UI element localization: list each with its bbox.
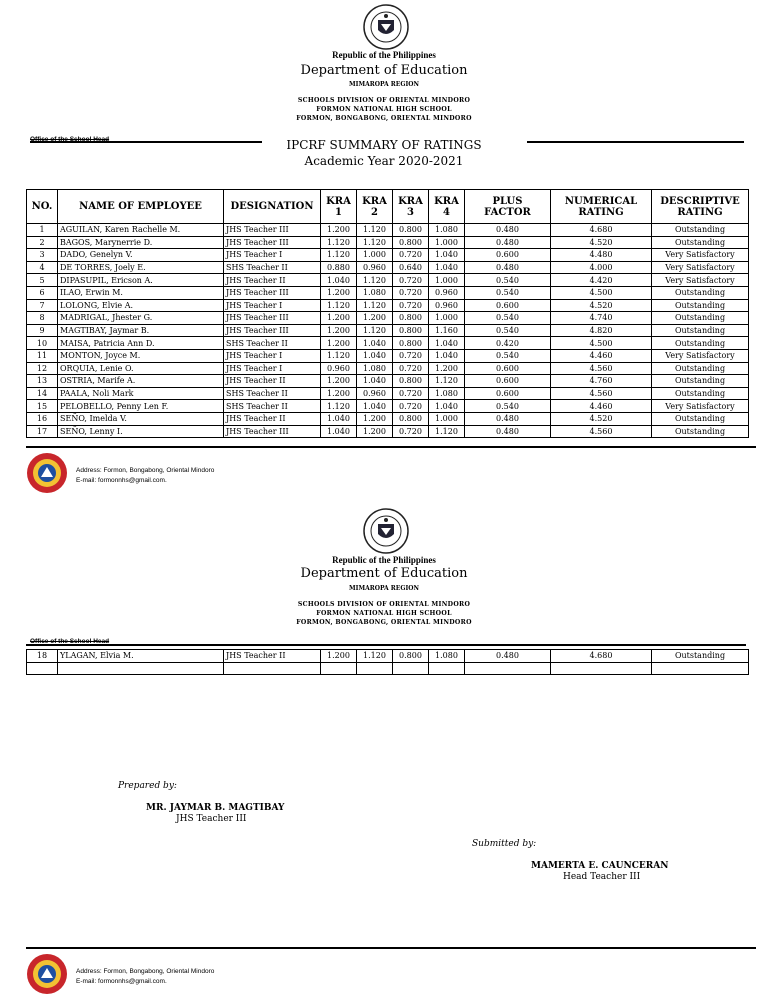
cell-kra1 bbox=[321, 662, 357, 675]
cell-kra2: 1.200 bbox=[357, 425, 393, 438]
cell-kra4: 1.040 bbox=[429, 349, 465, 362]
cell-kra1: 1.200 bbox=[321, 312, 357, 325]
cell-numerical-rating: 4.680 bbox=[551, 650, 652, 663]
republic-text: Republic of the Philippines bbox=[332, 50, 436, 60]
cell-name: YLAGAN, Elvia M. bbox=[58, 650, 224, 663]
cell-kra4: 1.040 bbox=[429, 337, 465, 350]
prepared-by-title: JHS Teacher III bbox=[176, 814, 247, 824]
cell-kra4: 1.080 bbox=[429, 387, 465, 400]
footer-address: Address: Formon, Bongabong, Oriental Mindoro bbox=[76, 968, 215, 975]
cell-plus-factor: 0.480 bbox=[465, 425, 551, 438]
header-descriptive-rating: DESCRIPTIVE RATING bbox=[652, 190, 749, 224]
cell-no: 3 bbox=[27, 249, 58, 262]
cell-plus-factor: 0.480 bbox=[465, 224, 551, 237]
cell-designation bbox=[224, 662, 321, 675]
cell-kra4: 1.000 bbox=[429, 412, 465, 425]
cell-name: SEÑO, Imelda V. bbox=[58, 412, 224, 425]
cell-kra2: 1.120 bbox=[357, 324, 393, 337]
table-row bbox=[27, 412, 749, 425]
cell-plus-factor: 0.600 bbox=[465, 362, 551, 375]
cell-designation: JHS Teacher II bbox=[224, 412, 321, 425]
cell-kra3: 0.720 bbox=[393, 362, 429, 375]
cell-kra3: 0.800 bbox=[393, 324, 429, 337]
cell-kra1: 1.200 bbox=[321, 387, 357, 400]
table-row bbox=[27, 261, 749, 274]
school-text: FORMON NATIONAL HIGH SCHOOL bbox=[316, 106, 452, 113]
cell-numerical-rating: 4.000 bbox=[551, 261, 652, 274]
cell-designation: SHS Teacher II bbox=[224, 337, 321, 350]
table-row bbox=[27, 662, 749, 675]
footer-email: E-mail: formonnhs@gmail.com. bbox=[76, 477, 167, 484]
school-logo-icon bbox=[26, 953, 68, 995]
cell-designation: JHS Teacher II bbox=[224, 650, 321, 663]
table-row bbox=[27, 274, 749, 287]
cell-kra2: 1.120 bbox=[357, 274, 393, 287]
academic-year: Academic Year 2020-2021 bbox=[304, 154, 464, 168]
cell-plus-factor: 0.540 bbox=[465, 286, 551, 299]
cell-name: AGUILAN, Karen Rachelle M. bbox=[58, 224, 224, 237]
cell-name: BAGOS, Marynerrie D. bbox=[58, 236, 224, 249]
cell-numerical-rating: 4.560 bbox=[551, 362, 652, 375]
cell-plus-factor: 0.600 bbox=[465, 375, 551, 388]
cell-name: DADO, Genelyn V. bbox=[58, 249, 224, 262]
department-title: Department of Education bbox=[300, 63, 468, 78]
cell-numerical-rating: 4.520 bbox=[551, 236, 652, 249]
cell-kra3: 0.720 bbox=[393, 274, 429, 287]
table-row bbox=[27, 324, 749, 337]
cell-kra4: 1.040 bbox=[429, 400, 465, 413]
table-row bbox=[27, 286, 749, 299]
cell-name: MADRIGAL, Jhester G. bbox=[58, 312, 224, 325]
cell-designation: JHS Teacher I bbox=[224, 299, 321, 312]
cell-no: 9 bbox=[27, 324, 58, 337]
table-row bbox=[27, 349, 749, 362]
cell-plus-factor bbox=[465, 662, 551, 675]
header-kra2: KRA 2 bbox=[357, 190, 393, 224]
header-designation: DESIGNATION bbox=[224, 190, 321, 224]
cell-name: LOLONG, Elvie A. bbox=[58, 299, 224, 312]
cell-kra4: 1.120 bbox=[429, 375, 465, 388]
submitted-by-label: Submitted by: bbox=[472, 839, 537, 849]
cell-no: 14 bbox=[27, 387, 58, 400]
cell-no: 6 bbox=[27, 286, 58, 299]
cell-plus-factor: 0.480 bbox=[465, 650, 551, 663]
cell-plus-factor: 0.480 bbox=[465, 261, 551, 274]
cell-plus-factor: 0.540 bbox=[465, 274, 551, 287]
cell-plus-factor: 0.600 bbox=[465, 387, 551, 400]
cell-numerical-rating: 4.500 bbox=[551, 286, 652, 299]
division-text: SCHOOLS DIVISION OF ORIENTAL MINDORO bbox=[297, 97, 471, 104]
header-numerical-rating: NUMERICAL RATING bbox=[551, 190, 652, 224]
submitted-by-title: Head Teacher III bbox=[563, 872, 641, 882]
cell-numerical-rating: 4.560 bbox=[551, 387, 652, 400]
cell-kra3: 0.800 bbox=[393, 375, 429, 388]
footer-address: Address: Formon, Bongabong, Oriental Mindoro bbox=[76, 467, 215, 474]
cell-kra4: 1.040 bbox=[429, 261, 465, 274]
cell-kra3: 0.800 bbox=[393, 337, 429, 350]
cell-descriptive-rating: Outstanding bbox=[652, 425, 749, 438]
cell-kra2: 1.080 bbox=[357, 286, 393, 299]
cell-designation: SHS Teacher II bbox=[224, 400, 321, 413]
cell-kra4: 1.120 bbox=[429, 425, 465, 438]
cell-name: PELOBELLO, Penny Len F. bbox=[58, 400, 224, 413]
cell-numerical-rating: 4.760 bbox=[551, 375, 652, 388]
cell-kra4: 0.960 bbox=[429, 286, 465, 299]
cell-kra1: 1.040 bbox=[321, 412, 357, 425]
cell-kra4: 0.960 bbox=[429, 299, 465, 312]
cell-kra2: 1.120 bbox=[357, 236, 393, 249]
region-text: MIMAROPA REGION bbox=[349, 585, 419, 592]
cell-numerical-rating: 4.420 bbox=[551, 274, 652, 287]
cell-plus-factor: 0.540 bbox=[465, 312, 551, 325]
cell-kra1: 1.040 bbox=[321, 425, 357, 438]
cell-kra3: 0.720 bbox=[393, 425, 429, 438]
cell-kra3: 0.800 bbox=[393, 650, 429, 663]
cell-no: 7 bbox=[27, 299, 58, 312]
cell-kra2: 1.040 bbox=[357, 349, 393, 362]
cell-numerical-rating: 4.740 bbox=[551, 312, 652, 325]
cell-name: DIPASUPIL, Ericson A. bbox=[58, 274, 224, 287]
cell-numerical-rating: 4.460 bbox=[551, 400, 652, 413]
region-text: MIMAROPA REGION bbox=[349, 81, 419, 88]
cell-kra1: 0.960 bbox=[321, 362, 357, 375]
cell-kra1: 1.200 bbox=[321, 286, 357, 299]
prepared-by-name: MR. JAYMAR B. MAGTIBAY bbox=[146, 803, 285, 813]
cell-descriptive-rating: Very Satisfactory bbox=[652, 249, 749, 262]
school-logo-icon bbox=[26, 452, 68, 494]
cell-kra2: 0.960 bbox=[357, 387, 393, 400]
cell-kra3: 0.720 bbox=[393, 286, 429, 299]
table-row bbox=[27, 387, 749, 400]
cell-designation: JHS Teacher I bbox=[224, 249, 321, 262]
cell-kra3: 0.720 bbox=[393, 299, 429, 312]
cell-no: 15 bbox=[27, 400, 58, 413]
cell-kra4: 1.160 bbox=[429, 324, 465, 337]
header-kra1: KRA 1 bbox=[321, 190, 357, 224]
table-row bbox=[27, 236, 749, 249]
cell-designation: JHS Teacher III bbox=[224, 425, 321, 438]
cell-descriptive-rating: Outstanding bbox=[652, 236, 749, 249]
cell-numerical-rating: 4.480 bbox=[551, 249, 652, 262]
school-address-text: FORMON, BONGABONG, ORIENTAL MINDORO bbox=[296, 115, 472, 122]
cell-name: DE TORRES, Joely E. bbox=[58, 261, 224, 274]
cell-kra2: 0.960 bbox=[357, 261, 393, 274]
cell-descriptive-rating: Outstanding bbox=[652, 324, 749, 337]
header-name: NAME OF EMPLOYEE bbox=[58, 190, 224, 224]
cell-kra3: 0.800 bbox=[393, 412, 429, 425]
cell-no bbox=[27, 662, 58, 675]
cell-numerical-rating: 4.520 bbox=[551, 412, 652, 425]
cell-kra2: 1.000 bbox=[357, 249, 393, 262]
cell-name bbox=[58, 662, 224, 675]
department-title: Department of Education bbox=[300, 566, 468, 581]
cell-name: MAGTIBAY, Jaymar B. bbox=[58, 324, 224, 337]
cell-plus-factor: 0.600 bbox=[465, 299, 551, 312]
cell-designation: JHS Teacher III bbox=[224, 236, 321, 249]
cell-plus-factor: 0.540 bbox=[465, 400, 551, 413]
table-row bbox=[27, 650, 749, 663]
cell-kra3: 0.800 bbox=[393, 312, 429, 325]
deped-seal-icon bbox=[363, 508, 409, 554]
cell-kra3: 0.720 bbox=[393, 249, 429, 262]
cell-descriptive-rating: Outstanding bbox=[652, 362, 749, 375]
cell-descriptive-rating: Very Satisfactory bbox=[652, 349, 749, 362]
header-kra3: KRA 3 bbox=[393, 190, 429, 224]
cell-kra4: 1.000 bbox=[429, 274, 465, 287]
cell-kra3: 0.720 bbox=[393, 387, 429, 400]
cell-descriptive-rating: Very Satisfactory bbox=[652, 400, 749, 413]
cell-no: 18 bbox=[27, 650, 58, 663]
cell-kra3: 0.720 bbox=[393, 349, 429, 362]
cell-plus-factor: 0.540 bbox=[465, 349, 551, 362]
cell-plus-factor: 0.540 bbox=[465, 324, 551, 337]
school-text: FORMON NATIONAL HIGH SCHOOL bbox=[316, 610, 452, 617]
cell-kra1: 1.200 bbox=[321, 337, 357, 350]
table-row bbox=[27, 337, 749, 350]
cell-kra1: 1.200 bbox=[321, 324, 357, 337]
cell-plus-factor: 0.480 bbox=[465, 412, 551, 425]
cell-designation: SHS Teacher II bbox=[224, 261, 321, 274]
footer-rule-2 bbox=[26, 947, 756, 949]
cell-numerical-rating: 4.820 bbox=[551, 324, 652, 337]
cell-kra2: 1.040 bbox=[357, 375, 393, 388]
cell-kra2: 1.200 bbox=[357, 312, 393, 325]
cell-no: 4 bbox=[27, 261, 58, 274]
cell-name: SEÑO, Lenny I. bbox=[58, 425, 224, 438]
table-row bbox=[27, 299, 749, 312]
table-row bbox=[27, 375, 749, 388]
cell-designation: JHS Teacher I bbox=[224, 349, 321, 362]
header-rule-page2 bbox=[26, 644, 746, 646]
cell-descriptive-rating: Outstanding bbox=[652, 286, 749, 299]
republic-text: Republic of the Philippines bbox=[332, 555, 436, 565]
footer-rule-1 bbox=[26, 446, 756, 448]
cell-designation: JHS Teacher III bbox=[224, 312, 321, 325]
cell-numerical-rating bbox=[551, 662, 652, 675]
cell-descriptive-rating: Outstanding bbox=[652, 650, 749, 663]
table-row bbox=[27, 425, 749, 438]
cell-kra1: 1.200 bbox=[321, 650, 357, 663]
table-row bbox=[27, 362, 749, 375]
office-label: Office of the School Head bbox=[30, 136, 110, 143]
cell-kra4: 1.000 bbox=[429, 312, 465, 325]
cell-numerical-rating: 4.500 bbox=[551, 337, 652, 350]
cell-numerical-rating: 4.460 bbox=[551, 349, 652, 362]
cell-no: 11 bbox=[27, 349, 58, 362]
cell-name: MAISA, Patricia Ann D. bbox=[58, 337, 224, 350]
cell-kra4: 1.200 bbox=[429, 362, 465, 375]
cell-descriptive-rating: Outstanding bbox=[652, 312, 749, 325]
cell-kra3 bbox=[393, 662, 429, 675]
cell-kra2: 1.120 bbox=[357, 299, 393, 312]
cell-designation: JHS Teacher II bbox=[224, 274, 321, 287]
cell-kra2: 1.120 bbox=[357, 650, 393, 663]
cell-no: 2 bbox=[27, 236, 58, 249]
cell-kra3: 0.800 bbox=[393, 236, 429, 249]
table-row bbox=[27, 224, 749, 237]
cell-kra3: 0.800 bbox=[393, 224, 429, 237]
cell-descriptive-rating: Outstanding bbox=[652, 337, 749, 350]
cell-kra2: 1.040 bbox=[357, 337, 393, 350]
school-address-text: FORMON, BONGABONG, ORIENTAL MINDORO bbox=[296, 619, 472, 626]
cell-kra1: 0.880 bbox=[321, 261, 357, 274]
cell-kra4: 1.040 bbox=[429, 249, 465, 262]
cell-kra2 bbox=[357, 662, 393, 675]
cell-kra2: 1.040 bbox=[357, 400, 393, 413]
cell-designation: JHS Teacher I bbox=[224, 362, 321, 375]
division-text: SCHOOLS DIVISION OF ORIENTAL MINDORO bbox=[297, 601, 471, 608]
cell-kra1: 1.120 bbox=[321, 236, 357, 249]
cell-no: 12 bbox=[27, 362, 58, 375]
prepared-by-label: Prepared by: bbox=[118, 781, 177, 791]
cell-kra3: 0.720 bbox=[393, 400, 429, 413]
cell-descriptive-rating: Outstanding bbox=[652, 375, 749, 388]
footer-email: E-mail: formonnhs@gmail.com. bbox=[76, 978, 167, 985]
cell-kra1: 1.200 bbox=[321, 375, 357, 388]
table-row bbox=[27, 400, 749, 413]
cell-name: MONTON, Joyce M. bbox=[58, 349, 224, 362]
cell-kra4: 1.080 bbox=[429, 224, 465, 237]
cell-designation: SHS Teacher II bbox=[224, 387, 321, 400]
cell-descriptive-rating: Outstanding bbox=[652, 387, 749, 400]
cell-descriptive-rating: Very Satisfactory bbox=[652, 274, 749, 287]
cell-kra2: 1.200 bbox=[357, 412, 393, 425]
cell-kra1: 1.200 bbox=[321, 224, 357, 237]
cell-no: 16 bbox=[27, 412, 58, 425]
cell-numerical-rating: 4.520 bbox=[551, 299, 652, 312]
cell-kra4: 1.000 bbox=[429, 236, 465, 249]
cell-no: 5 bbox=[27, 274, 58, 287]
cell-kra3: 0.640 bbox=[393, 261, 429, 274]
table-header-row bbox=[27, 190, 749, 224]
cell-kra1: 1.120 bbox=[321, 299, 357, 312]
cell-designation: JHS Teacher II bbox=[224, 375, 321, 388]
cell-name: ORQUIA, Lenie O. bbox=[58, 362, 224, 375]
ratings-table bbox=[26, 189, 749, 438]
submitted-by-name: MAMERTA E. CAUNCERAN bbox=[531, 861, 669, 871]
cell-kra2: 1.080 bbox=[357, 362, 393, 375]
cell-designation: JHS Teacher III bbox=[224, 286, 321, 299]
cell-kra1: 1.120 bbox=[321, 349, 357, 362]
cell-name: ILAO, Erwin M. bbox=[58, 286, 224, 299]
cell-kra1: 1.120 bbox=[321, 249, 357, 262]
table-row bbox=[27, 312, 749, 325]
cell-kra4: 1.080 bbox=[429, 650, 465, 663]
cell-no: 10 bbox=[27, 337, 58, 350]
report-title: IPCRF SUMMARY OF RATINGS bbox=[286, 138, 482, 152]
table-row bbox=[27, 249, 749, 262]
cell-numerical-rating: 4.560 bbox=[551, 425, 652, 438]
cell-descriptive-rating bbox=[652, 662, 749, 675]
cell-descriptive-rating: Very Satisfactory bbox=[652, 261, 749, 274]
header-plus-factor: PLUS FACTOR bbox=[465, 190, 551, 224]
cell-no: 13 bbox=[27, 375, 58, 388]
cell-no: 8 bbox=[27, 312, 58, 325]
cell-plus-factor: 0.420 bbox=[465, 337, 551, 350]
cell-plus-factor: 0.600 bbox=[465, 249, 551, 262]
cell-no: 1 bbox=[27, 224, 58, 237]
header-kra4: KRA 4 bbox=[429, 190, 465, 224]
cell-numerical-rating: 4.680 bbox=[551, 224, 652, 237]
deped-seal-icon bbox=[363, 4, 409, 50]
cell-kra1: 1.120 bbox=[321, 400, 357, 413]
cell-designation: JHS Teacher III bbox=[224, 324, 321, 337]
cell-plus-factor: 0.480 bbox=[465, 236, 551, 249]
cell-no: 17 bbox=[27, 425, 58, 438]
cell-kra1: 1.040 bbox=[321, 274, 357, 287]
cell-descriptive-rating: Outstanding bbox=[652, 299, 749, 312]
cell-name: PAALA, Noli Mark bbox=[58, 387, 224, 400]
office-label: Office of the School Head bbox=[30, 638, 110, 645]
cell-designation: JHS Teacher III bbox=[224, 224, 321, 237]
cell-descriptive-rating: Outstanding bbox=[652, 224, 749, 237]
cell-descriptive-rating: Outstanding bbox=[652, 412, 749, 425]
cell-kra4 bbox=[429, 662, 465, 675]
cell-name: OSTRIA, Marife A. bbox=[58, 375, 224, 388]
cell-kra2: 1.120 bbox=[357, 224, 393, 237]
ratings-table-continued bbox=[26, 649, 749, 675]
header-no: NO. bbox=[27, 190, 58, 224]
